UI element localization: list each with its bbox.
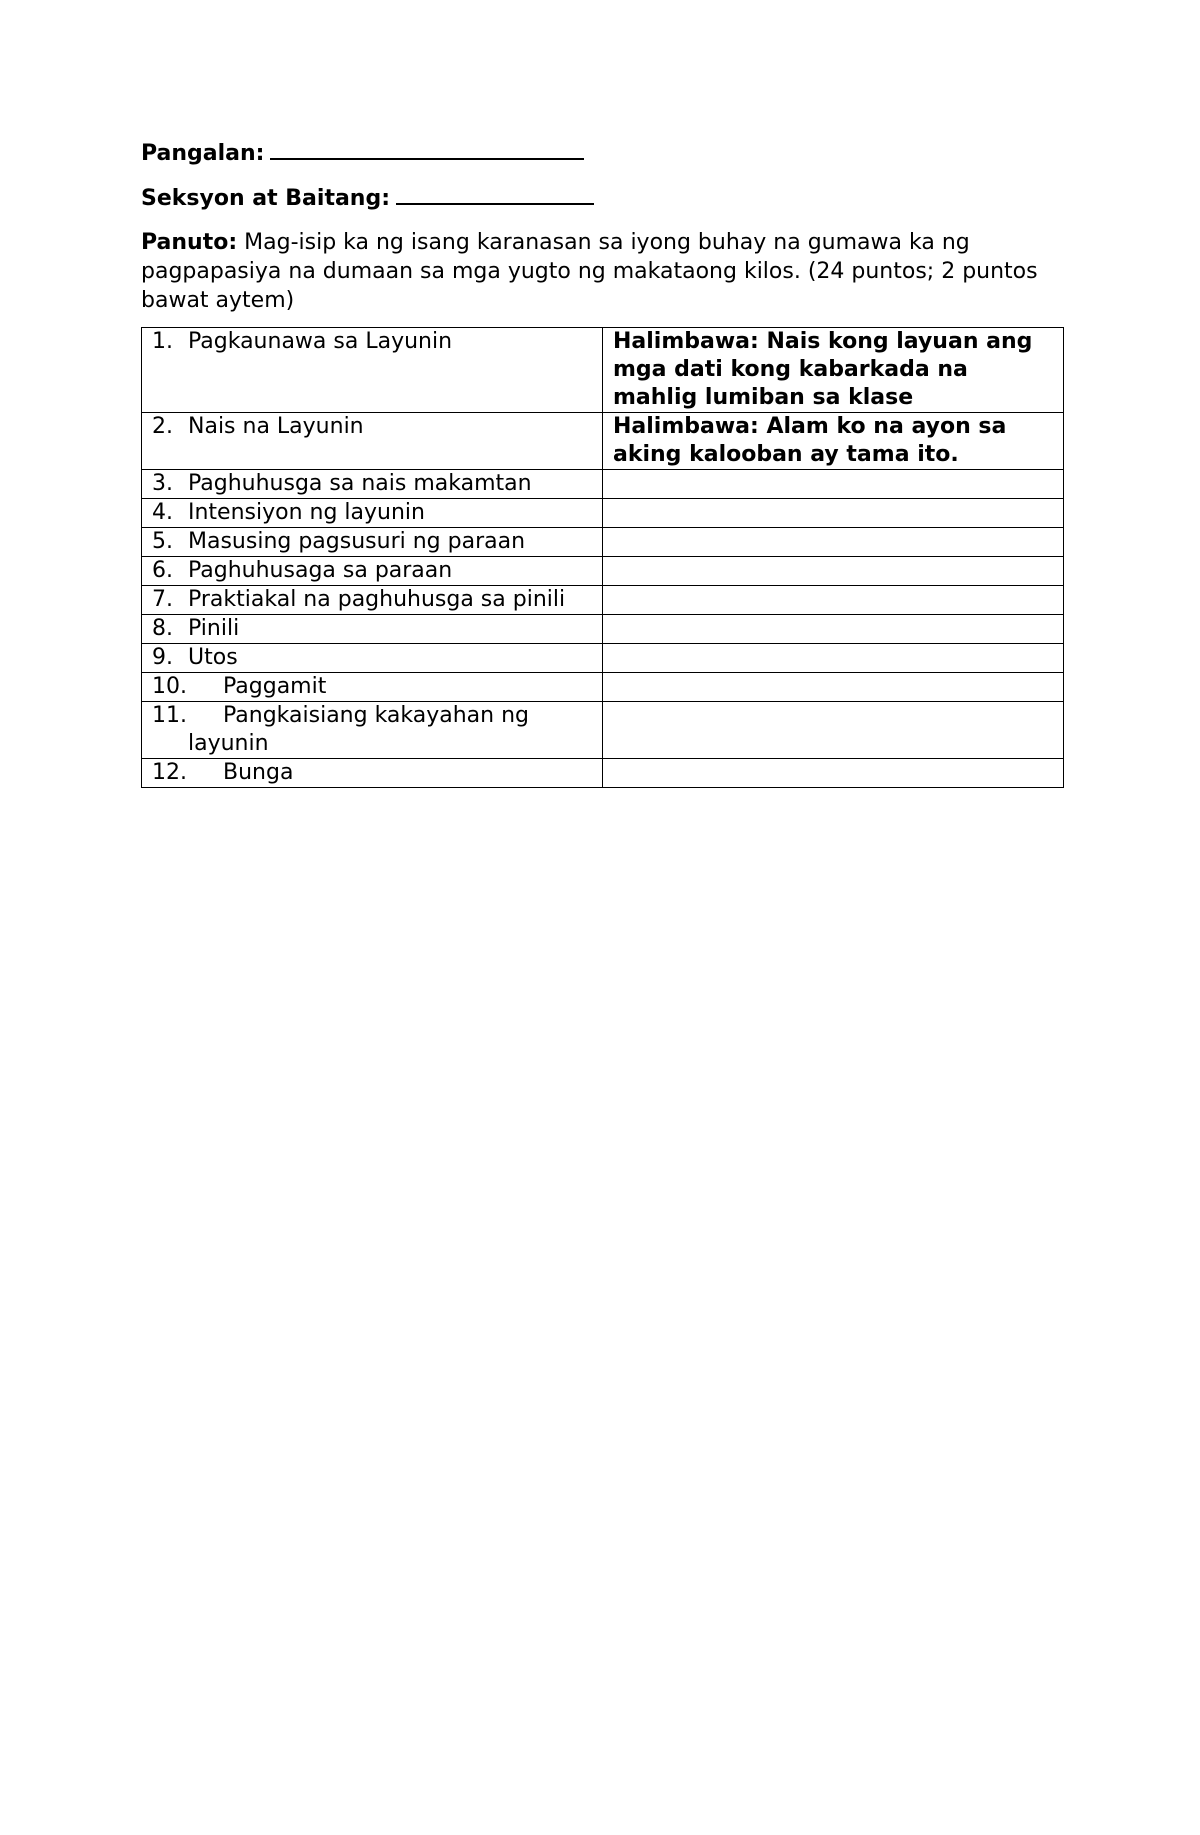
name-blank-line[interactable] bbox=[270, 138, 584, 160]
item-number: 6. bbox=[152, 558, 173, 583]
instructions-label: Panuto: bbox=[141, 230, 238, 255]
item-number: 3. bbox=[152, 471, 173, 496]
list-item bbox=[152, 557, 592, 585]
answer-cell[interactable]: Halimbawa: Alam ko na ayon sa aking kalooban ay tama ito. bbox=[603, 413, 1064, 470]
stage-cell bbox=[142, 702, 603, 759]
answer-cell[interactable]: Halimbawa: Nais kong layuan ang mga dati kong kabarkada na mahlig lumiban sa klase bbox=[603, 328, 1064, 413]
answer-cell[interactable] bbox=[603, 759, 1064, 788]
list-item bbox=[152, 586, 592, 614]
stage-cell bbox=[142, 557, 603, 586]
item-number: 7. bbox=[152, 587, 173, 612]
item-label-text: Pangkaisiang kakayahan ng layunin bbox=[188, 703, 530, 756]
answer-cell[interactable] bbox=[603, 499, 1064, 528]
item-label: Intensiyon ng layunin bbox=[188, 500, 425, 525]
item-label: Paggamit bbox=[223, 674, 327, 699]
stages-table bbox=[141, 327, 1064, 788]
list-item bbox=[152, 615, 592, 643]
list-item bbox=[152, 413, 592, 441]
stage-cell bbox=[142, 470, 603, 499]
table-row bbox=[142, 702, 1064, 759]
answer-cell[interactable] bbox=[603, 673, 1064, 702]
table-row bbox=[142, 499, 1064, 528]
item-label: Paghuhusaga sa paraan bbox=[188, 558, 453, 583]
item-number: 8. bbox=[152, 616, 173, 641]
item-label: Masusing pagsusuri ng paraan bbox=[188, 529, 526, 554]
item-number: 2. bbox=[152, 414, 173, 439]
item-label: Bunga bbox=[223, 760, 294, 785]
section-grade-label: Seksyon at Baitang: bbox=[141, 186, 391, 211]
name-field bbox=[141, 138, 1061, 169]
list-item bbox=[152, 528, 592, 556]
instructions-text: Mag-isip ka ng isang karanasan sa iyong buhay na gumawa ka ng pagpapasiya na dumaan sa mga yugto ng makataong kilos. (24 puntos; 2 puntos bawat aytem) bbox=[141, 230, 1038, 313]
answer-cell[interactable] bbox=[603, 557, 1064, 586]
list-item bbox=[152, 499, 592, 527]
stage-cell bbox=[142, 499, 603, 528]
table-row bbox=[142, 644, 1064, 673]
item-label bbox=[188, 702, 592, 758]
stage-cell bbox=[142, 644, 603, 673]
item-number: 11. bbox=[152, 703, 187, 728]
answer-cell[interactable] bbox=[603, 644, 1064, 673]
table-row bbox=[142, 557, 1064, 586]
stage-cell bbox=[142, 673, 603, 702]
stage-cell bbox=[142, 759, 603, 788]
answer-cell[interactable] bbox=[603, 470, 1064, 499]
item-number: 5. bbox=[152, 529, 173, 554]
list-item bbox=[152, 673, 592, 701]
list-item bbox=[152, 644, 592, 672]
answer-cell[interactable] bbox=[603, 586, 1064, 615]
item-number: 4. bbox=[152, 500, 173, 525]
stage-cell bbox=[142, 413, 603, 470]
item-label: Pagkaunawa sa Layunin bbox=[188, 329, 453, 354]
table-row bbox=[142, 328, 1064, 413]
section-grade-blank-line[interactable] bbox=[396, 183, 594, 205]
list-item bbox=[152, 759, 592, 787]
instructions bbox=[141, 228, 1061, 315]
answer-cell[interactable] bbox=[603, 615, 1064, 644]
answer-cell[interactable] bbox=[603, 528, 1064, 557]
worksheet-page bbox=[141, 138, 1061, 788]
list-item bbox=[152, 328, 592, 356]
item-label: Nais na Layunin bbox=[188, 414, 364, 439]
name-label: Pangalan: bbox=[141, 141, 265, 166]
list-item bbox=[152, 702, 592, 758]
section-grade-field bbox=[141, 183, 1061, 214]
item-number: 9. bbox=[152, 645, 173, 670]
table-row bbox=[142, 470, 1064, 499]
item-label: Pinili bbox=[188, 616, 240, 641]
stage-cell bbox=[142, 586, 603, 615]
stage-cell bbox=[142, 328, 603, 413]
table-row bbox=[142, 413, 1064, 470]
list-item bbox=[152, 470, 592, 498]
table-row bbox=[142, 759, 1064, 788]
table-row bbox=[142, 673, 1064, 702]
stage-cell bbox=[142, 528, 603, 557]
item-number: 10. bbox=[152, 674, 187, 699]
table-row bbox=[142, 586, 1064, 615]
answer-cell[interactable] bbox=[603, 702, 1064, 759]
item-number: 1. bbox=[152, 329, 173, 354]
table-row bbox=[142, 528, 1064, 557]
table-row bbox=[142, 615, 1064, 644]
stage-cell bbox=[142, 615, 603, 644]
item-label: Utos bbox=[188, 645, 238, 670]
item-label: Paghuhusga sa nais makamtan bbox=[188, 471, 532, 496]
item-label: Praktiakal na paghuhusga sa pinili bbox=[188, 587, 566, 612]
item-number: 12. bbox=[152, 760, 187, 785]
